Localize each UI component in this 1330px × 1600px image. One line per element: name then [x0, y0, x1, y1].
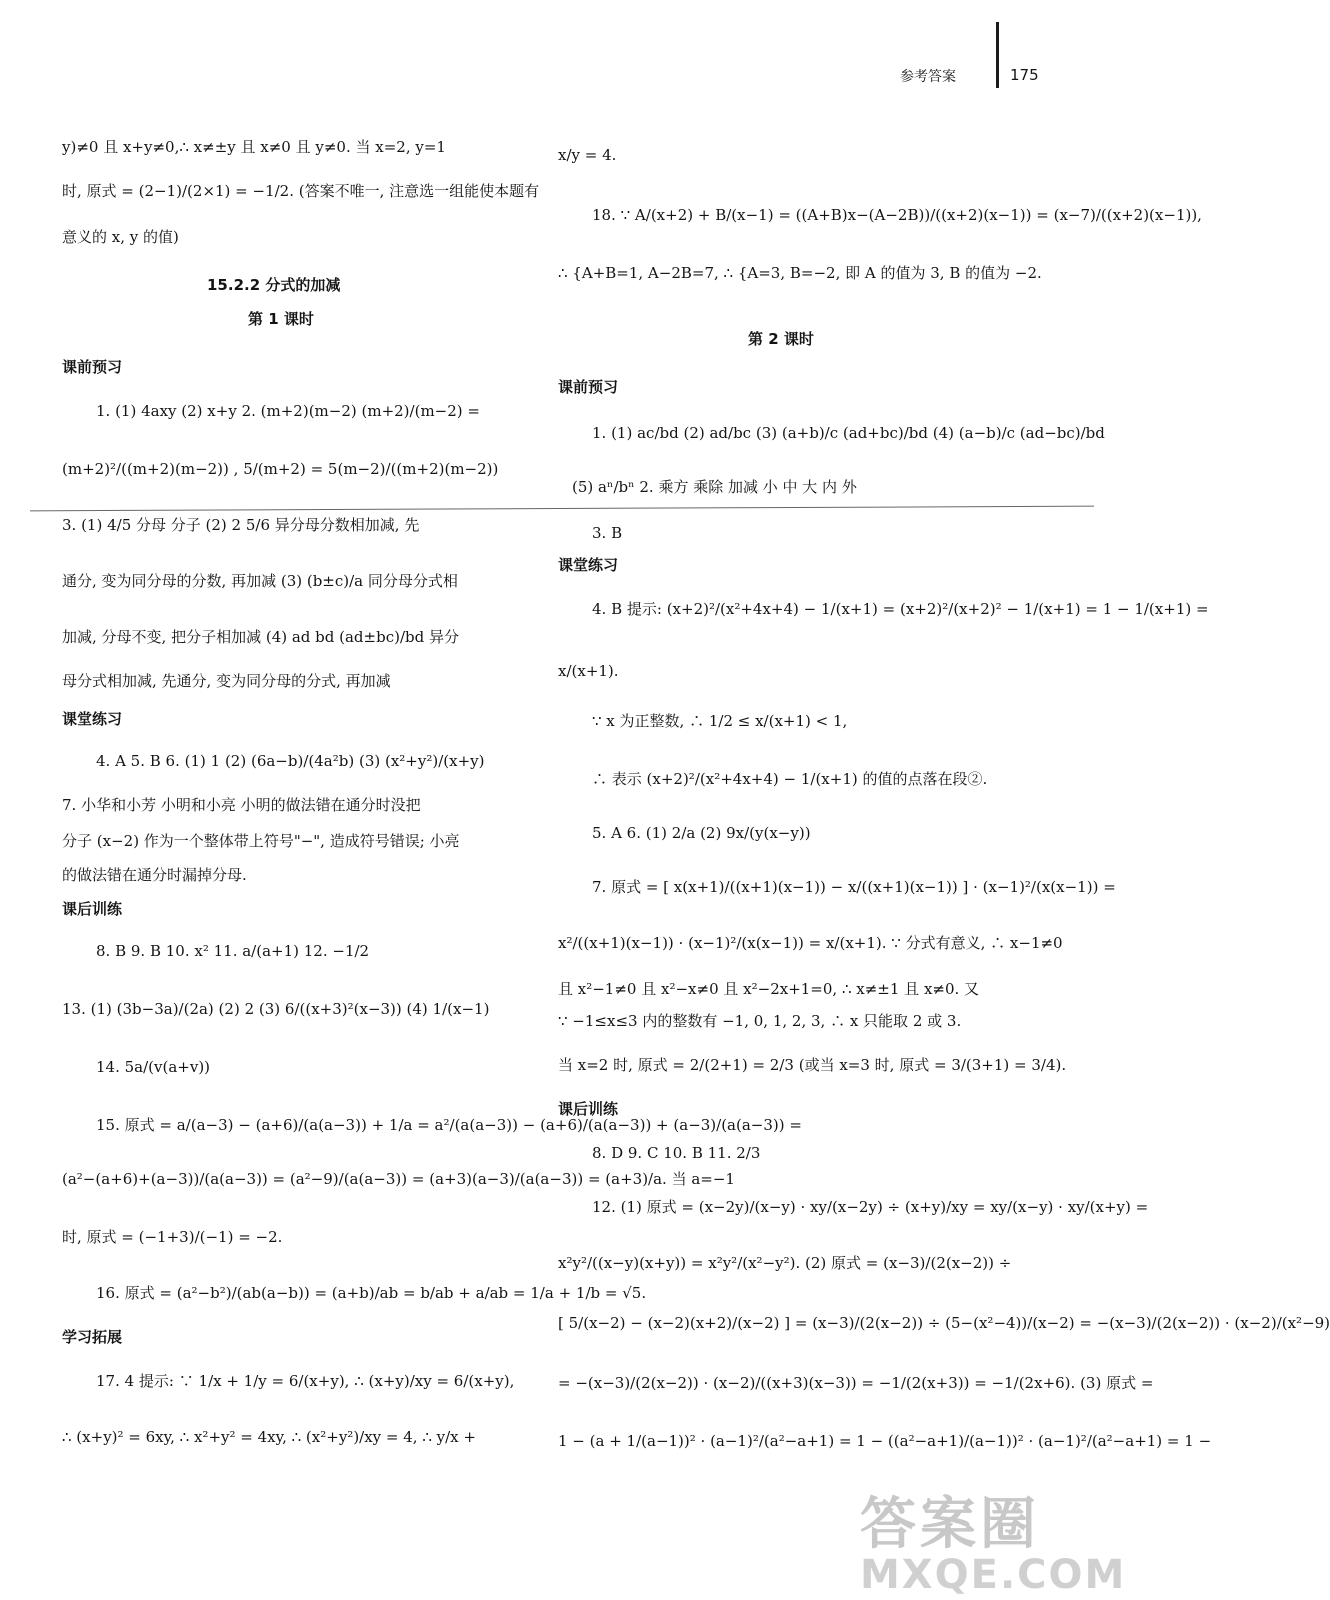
text-line: x²y²/((x−y)(x+y)) = x²y²/(x²−y²). (2) 原式 = (x−3)/(2(x−2)) ÷ — [558, 1254, 1012, 1272]
text-line: 当 x=2 时, 原式 = 2/(2+1) = 2/3 (或当 x=3 时, 原式 = 3/(3+1) = 3/4). — [558, 1056, 1067, 1074]
text-line: 母分式相加减, 先通分, 变为同分母的分式, 再加减 — [62, 672, 391, 690]
text-line: ∴ (x+y)² = 6xy, ∴ x²+y² = 4xy, ∴ (x²+y²)/xy = 4, ∴ y/x + — [62, 1428, 476, 1446]
text-line: 时, 原式 = (−1+3)/(−1) = −2. — [62, 1228, 283, 1246]
header-section-label: 参考答案 — [900, 69, 956, 85]
lesson-title: 第 2 课时 — [748, 330, 814, 348]
text-line: 1 − (a + 1/(a−1))² · (a−1)²/(a²−a+1) = 1 − ((a²−a+1)/(a−1))² · (a−1)²/(a²−a+1) = 1 − — [558, 1432, 1212, 1450]
text-line: 18. ∵ A/(x+2) + B/(x−1) = ((A+B)x−(A−2B))/((x+2)(x−1)) = (x−7)/((x+2)(x−1)), — [592, 206, 1202, 224]
text-line: 通分, 变为同分母的分数, 再加减 (3) (b±c)/a 同分母分式相 — [62, 572, 458, 590]
text-line: 16. 原式 = (a²−b²)/(ab(a−b)) = (a+b)/ab = b/ab + a/ab = 1/a + 1/b = √5. — [96, 1284, 647, 1302]
text-line: 14. 5a/(v(a+v)) — [96, 1058, 211, 1076]
text-line: 1. (1) ac/bd (2) ad/bc (3) (a+b)/c (ad+bc)/bd (4) (a−b)/c (ad−bc)/bd — [592, 424, 1105, 442]
text-line: 分子 (x−2) 作为一个整体带上符号"−", 造成符号错误; 小亮 — [62, 832, 460, 850]
text-line: (m+2)²/((m+2)(m−2)) , 5/(m+2) = 5(m−2)/((m+2)(m−2)) — [62, 460, 499, 478]
text-line: 15. 原式 = a/(a−3) − (a+6)/(a(a−3)) + 1/a = a²/(a(a−3)) − (a+6)/(a(a−3)) + (a−3)/(a(a−3)) = — [96, 1116, 802, 1134]
text-line: x/y = 4. — [558, 146, 617, 164]
heading-extension: 学习拓展 — [62, 1328, 123, 1346]
text-line: x/(x+1). — [558, 662, 619, 680]
text-line: 1. (1) 4axy (2) x+y 2. (m+2)(m−2) (m+2)/(m−2) = — [96, 402, 480, 420]
text-line: 7. 原式 = [ x(x+1)/((x+1)(x−1)) − x/((x+1)(x−1)) ] · (x−1)²/(x(x−1)) = — [592, 878, 1116, 896]
text-line: y)≠0 且 x+y≠0,∴ x≠±y 且 x≠0 且 y≠0. 当 x=2, y=1 — [62, 138, 446, 156]
watermark-text: 答案圈 — [860, 1492, 1040, 1557]
heading-preview: 课前预习 — [558, 378, 619, 396]
text-line: 加减, 分母不变, 把分子相加减 (4) ad bd (ad±bc)/bd 异分 — [62, 628, 459, 646]
heading-class-practice: 课堂练习 — [62, 710, 123, 728]
text-line: 12. (1) 原式 = (x−2y)/(x−y) · xy/(x−2y) ÷ (x+y)/xy = xy/(x−y) · xy/(x+y) = — [592, 1198, 1149, 1216]
text-line: 且 x²−1≠0 且 x²−x≠0 且 x²−2x+1=0, ∴ x≠±1 且 x≠0. 又 — [558, 980, 980, 998]
text-line: ∴ 表示 (x+2)²/(x²+4x+4) − 1/(x+1) 的值的点落在段②. — [592, 770, 988, 788]
text-line: 8. D 9. C 10. B 11. 2/3 — [592, 1144, 761, 1162]
text-line: 3. (1) 4/5 分母 分子 (2) 2 5/6 异分母分数相加减, 先 — [62, 516, 420, 534]
heading-after-class: 课后训练 — [62, 900, 123, 918]
text-line: 8. B 9. B 10. x² 11. a/(a+1) 12. −1/2 — [96, 942, 370, 960]
section-title: 15.2.2 分式的加减 — [207, 276, 341, 294]
heading-after-class: 课后训练 — [558, 1100, 619, 1118]
page-number: 175 — [1010, 66, 1039, 84]
horizontal-rule — [30, 506, 1094, 512]
lesson-title: 第 1 课时 — [248, 310, 314, 328]
text-line: x²/((x+1)(x−1)) · (x−1)²/(x(x−1)) = x/(x+1). ∵ 分式有意义, ∴ x−1≠0 — [558, 934, 1063, 952]
watermark-logo — [860, 1480, 1126, 1598]
text-line: 意义的 x, y 的值) — [62, 228, 179, 246]
text-line: 时, 原式 = (2−1)/(2×1) = −1/2. (答案不唯一, 注意选一组能使本题有 — [62, 182, 540, 200]
header-divider — [996, 22, 999, 88]
text-line: 17. 4 提示: ∵ 1/x + 1/y = 6/(x+y), ∴ (x+y)/xy = 6/(x+y), — [96, 1372, 515, 1390]
text-line: 4. B 提示: (x+2)²/(x²+4x+4) − 1/(x+1) = (x+2)²/(x+2)² − 1/(x+1) = 1 − 1/(x+1) = — [592, 600, 1209, 618]
text-line: (5) aⁿ/bⁿ 2. 乘方 乘除 加减 小 中 大 内 外 — [572, 478, 857, 496]
text-line: 7. 小华和小芳 小明和小亮 小明的做法错在通分时没把 — [62, 796, 421, 814]
text-line: 4. A 5. B 6. (1) 1 (2) (6a−b)/(4a²b) (3) (x²+y²)/(x+y) — [96, 752, 485, 770]
watermark-url: MXQE.COM — [860, 1552, 1127, 1598]
text-line: 13. (1) (3b−3a)/(2a) (2) 2 (3) 6/((x+3)²(x−3)) (4) 1/(x−1) — [62, 1000, 490, 1018]
text-line: 3. B — [592, 524, 623, 542]
text-line: ∵ x 为正整数, ∴ 1/2 ≤ x/(x+1) < 1, — [592, 712, 848, 730]
text-line: ∴ {A+B=1, A−2B=7, ∴ {A=3, B=−2, 即 A 的值为 3, B 的值为 −2. — [558, 264, 1042, 282]
text-line: ∵ −1≤x≤3 内的整数有 −1, 0, 1, 2, 3, ∴ x 只能取 2 或 3. — [558, 1012, 962, 1030]
text-line: = −(x−3)/(2(x−2)) · (x−2)/((x+3)(x−3)) = −1/(2(x+3)) = −1/(2x+6). (3) 原式 = — [558, 1374, 1154, 1392]
text-line: 的做法错在通分时漏掉分母. — [62, 866, 247, 884]
heading-preview: 课前预习 — [62, 358, 123, 376]
text-line: 5. A 6. (1) 2/a (2) 9x/(y(x−y)) — [592, 824, 811, 842]
text-line: [ 5/(x−2) − (x−2)(x+2)/(x−2) ] = (x−3)/(2(x−2)) ÷ (5−(x²−4))/(x−2) = −(x−3)/(2(x−2)) · (x−2)/(x²−9) — [558, 1314, 1330, 1332]
text-line: (a²−(a+6)+(a−3))/(a(a−3)) = (a²−9)/(a(a−3)) = (a+3)(a−3)/(a(a−3)) = (a+3)/a. 当 a=−1 — [62, 1170, 735, 1188]
heading-class-practice: 课堂练习 — [558, 556, 619, 574]
